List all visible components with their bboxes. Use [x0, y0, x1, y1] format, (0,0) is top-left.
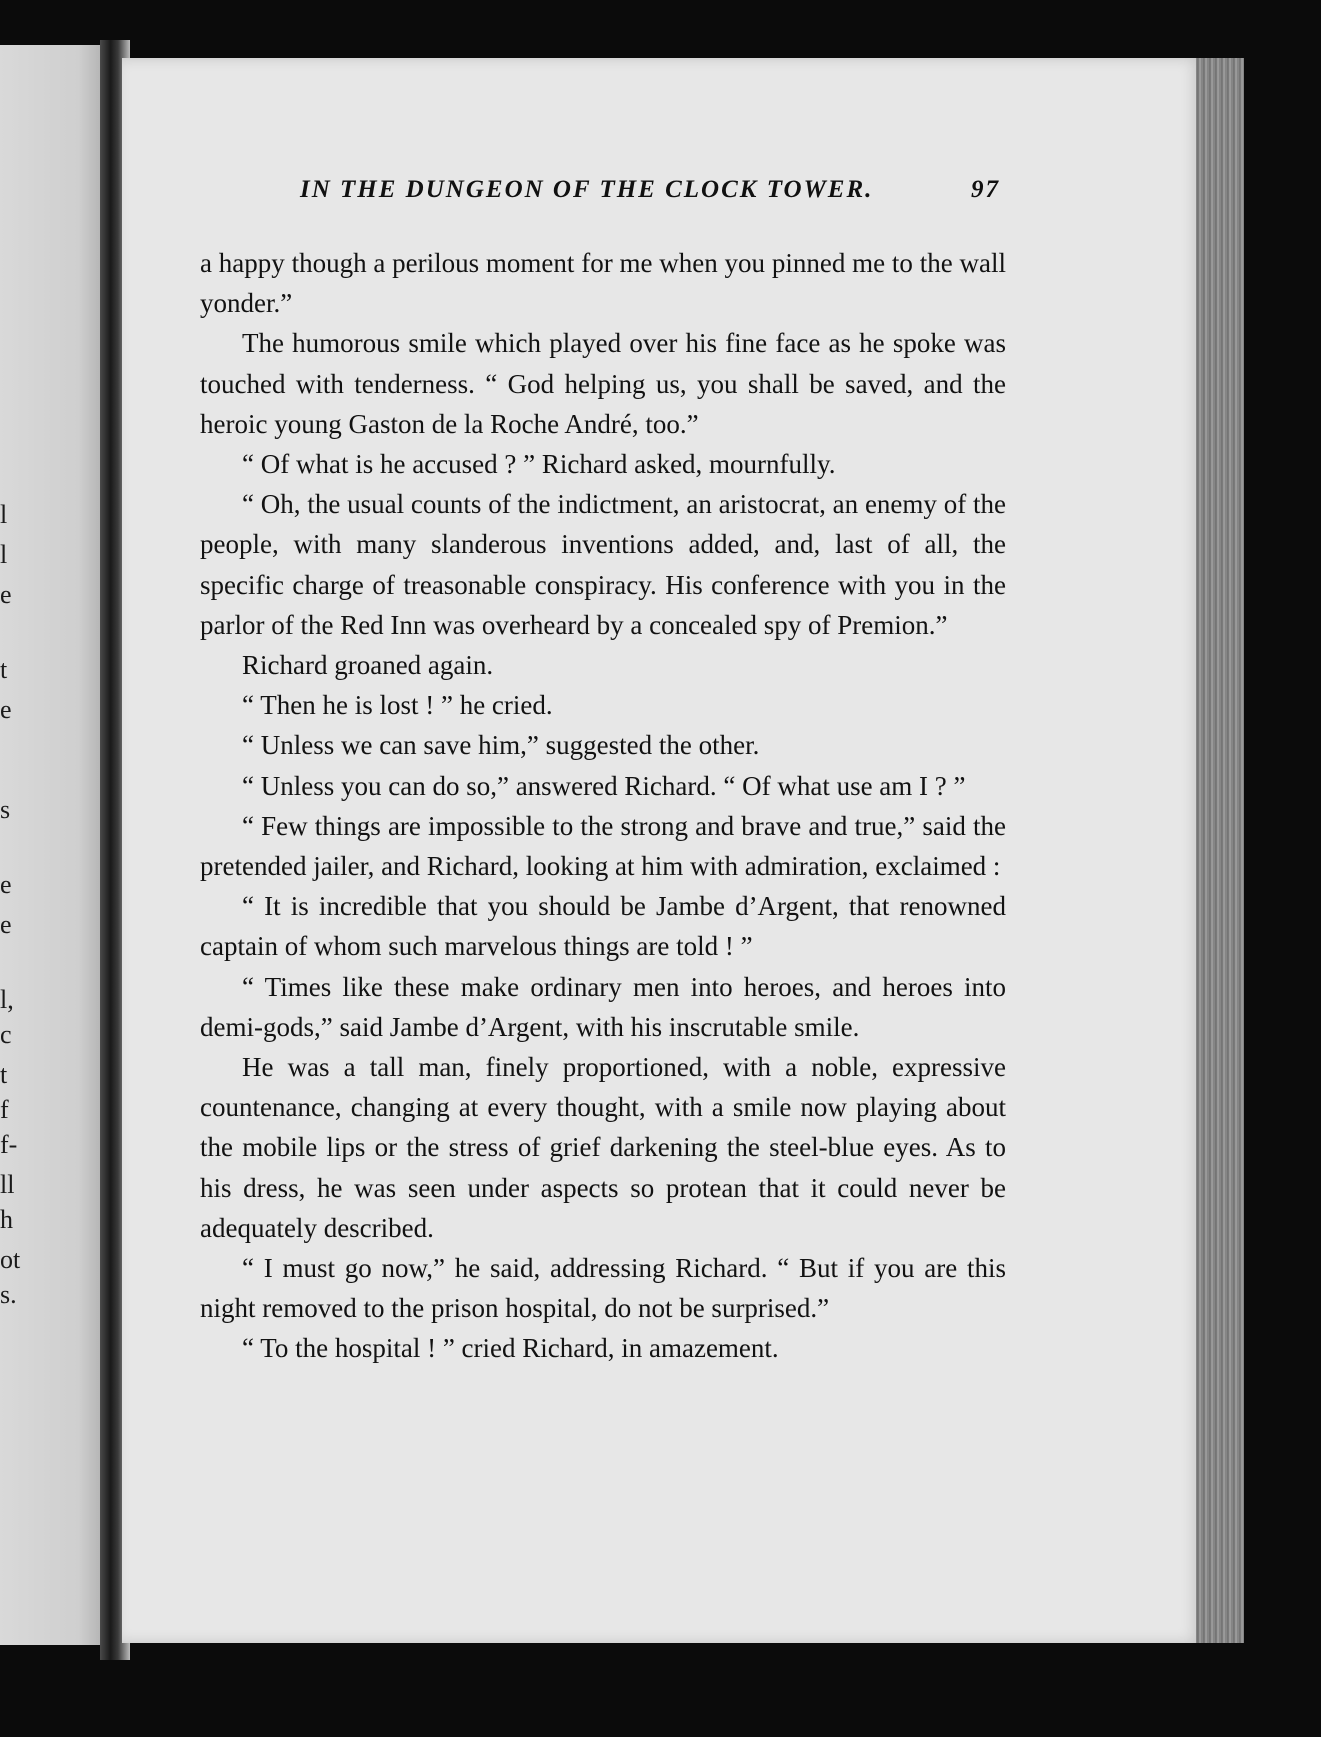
running-title: IN THE DUNGEON OF THE CLOCK TOWER.	[300, 176, 874, 203]
paragraph: “ Unless you can do so,” answered Richard. “ Of what use am I ? ”	[242, 770, 966, 801]
left-page-fragment: e	[0, 870, 12, 899]
left-page-fragment: c	[0, 1020, 12, 1049]
left-page-fragment: l,	[0, 985, 14, 1014]
paragraph: “ I must go now,” he said, addressing Richard. “ But if you are this night removed to the prison hospital, do not be surprised.”	[200, 1253, 1006, 1324]
paragraph: “ Unless we can save him,” suggested the other.	[242, 730, 760, 761]
left-page-fragment: l	[0, 540, 8, 569]
paragraph: Richard groaned again.	[242, 650, 494, 681]
paragraph: “ It is incredible that you should be Jambe d’Argent, that renowned captain of whom such marvelous things are told ! ”	[200, 891, 1006, 962]
paragraph: He was a tall man, finely proportioned, with a noble, expressive countenance, changing at every thought, with a smile now playing about the mobile lips or the stress of grief darkening the steel-blue eyes. As to his dress, he was seen under aspects so protean that it could never be adequately described.	[200, 1052, 1006, 1243]
left-page-edge	[0, 45, 112, 1645]
paragraph: “ Oh, the usual counts of the indictment, an aristocrat, an enemy of the people, with many slanderous inventions added, and, last of all, the specific charge of treasonable conspiracy. His conference with you in the parlor of the Red Inn was overheard by a concealed spy of Premion.”	[200, 489, 1006, 640]
left-page-fragment: s	[0, 795, 11, 824]
left-page-fragment: s.	[0, 1280, 17, 1309]
left-page-fragment: ot	[0, 1245, 21, 1274]
page-number: 97	[971, 176, 1000, 203]
left-page-fragment: e	[0, 695, 12, 724]
left-page-fragment: f-	[0, 1130, 18, 1159]
left-page-fragment: e	[0, 910, 12, 939]
paragraph: “ To the hospital ! ” cried Richard, in amazement.	[242, 1333, 779, 1364]
paragraph: “ Of what is he accused ? ” Richard asked, mournfully.	[242, 449, 836, 480]
left-page-fragment: ll	[0, 1170, 15, 1199]
paragraph: “ Few things are impossible to the strong and brave and true,” said the pretended jailer, and Richard, looking at him with admiration, exclaimed :	[200, 810, 1006, 882]
left-page-fragment: h	[0, 1205, 13, 1234]
paragraph: The humorous smile which played over his fine face as he spoke was touched with tenderness. “ God helping us, you shall be saved, and the heroic young Gaston de la Roche André, too.”	[200, 328, 1006, 439]
page-stack-edge	[1196, 58, 1244, 1643]
page-body-text	[200, 243, 1006, 1369]
running-header	[300, 176, 1000, 216]
left-page-fragment: t	[0, 1060, 8, 1089]
left-page-fragment: l	[0, 500, 8, 529]
left-page-text-fragments	[0, 45, 112, 1645]
left-page-fragment: t	[0, 655, 8, 684]
left-page-fragment: e	[0, 580, 12, 609]
paragraph: a happy though a perilous moment for me when you pinned me to the wall yonder.”	[200, 248, 1006, 319]
left-page-fragment: f	[0, 1095, 9, 1124]
paragraph: “ Then he is lost ! ” he cried.	[242, 690, 553, 721]
paragraph: “ Times like these make ordinary men into heroes, and heroes into demi-gods,” said Jambe d’Argent, with his inscrutable smile.	[200, 971, 1006, 1042]
